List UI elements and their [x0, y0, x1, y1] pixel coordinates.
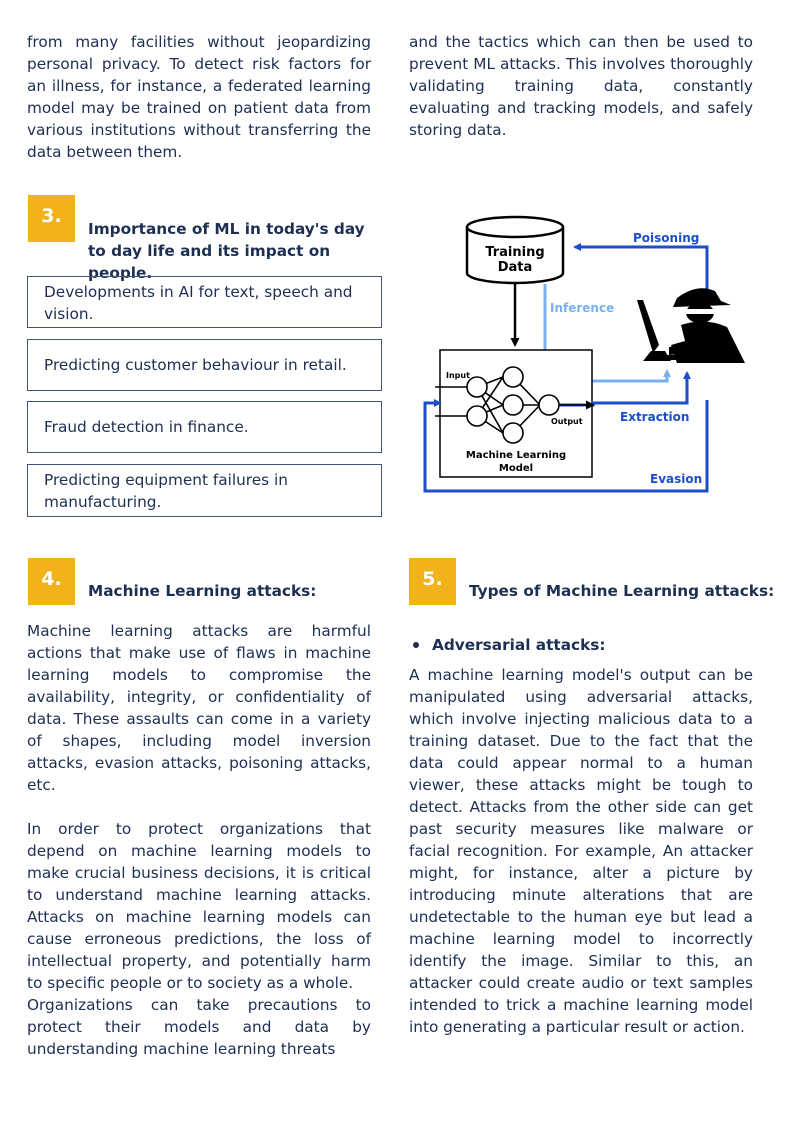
- section-4-heading: Machine Learning attacks:: [88, 582, 317, 600]
- top-left-paragraph: from many facilities without jeopardizing personal privacy. To detect risk factors for an illness, for instance, a federated learning model may be trained on patient data from various institutions without transferring the data between them.: [27, 33, 371, 161]
- ml-use-item-label: Predicting customer behaviour in retail.: [44, 356, 347, 374]
- bullet-dot-icon: [413, 642, 419, 648]
- section-3-heading: Importance of ML in today's day to day life and its impact on people.: [88, 220, 365, 282]
- section-4-body: [27, 620, 371, 1060]
- section-4-paragraph: Organizations can take precautions to protect their models and data by understanding machine learning threats: [27, 996, 371, 1058]
- section-4-paragraph: Machine learning attacks are harmful actions that make use of flaws in machine learning models to compromise the availability, integrity, or confidentiality of data. These assaults can come in a variety of shapes, including model inversion attacks, evasion attacks, poisoning attacks, etc.: [27, 622, 371, 794]
- ml-use-item: [27, 464, 382, 517]
- attacker-hacker-icon: [637, 288, 745, 363]
- section-3-badge: 3.: [28, 195, 75, 242]
- ml-attack-diagram: [415, 205, 755, 500]
- ml-use-item: [27, 401, 382, 453]
- evasion-label: Evasion: [650, 472, 703, 486]
- inference-label: Inference: [550, 301, 615, 315]
- section-4-badge: 4.: [28, 558, 75, 605]
- training-data-label: Data: [497, 260, 533, 275]
- bullet-label: Adversarial attacks:: [432, 636, 606, 654]
- section-5-paragraph: A machine learning model's output can be manipulated using adversarial attacks, which involve injecting malicious data to a training dataset. Due to the fact that the data could appear normal to a human viewer, these attacks might be tough to detect. Attacks from the other side can get past security measures like malware or facial recognition. For example, An attacker might, for instance, alter a picture by introducing minute alterations that are undetectable to the human eye but lead a machine learning model to incorrectly identify the image. Similar to this, an attacker could create audio or text samples intended to trick a machine learning model into generating a particular result or action.: [409, 666, 753, 1036]
- section-4-paragraph: In order to protect organizations that depend on machine learning models to make crucial business decisions, it is critical to understand machine learning attacks. Attacks on machine learning models can cause erroneous predictions, the loss of intellectual property, and potentially harm to specific people or to society as a whole.: [27, 820, 371, 992]
- output-label: Output: [551, 417, 583, 426]
- ml-use-item-label: Predicting equipment failures in manufacturing.: [44, 471, 288, 511]
- ml-use-item: [27, 339, 382, 391]
- training-data-label: Training: [485, 245, 545, 260]
- input-label: Input: [446, 371, 470, 380]
- section-5-badge: 5.: [409, 558, 456, 605]
- model-label: Model: [498, 463, 534, 474]
- adversarial-attacks-bullet: [413, 636, 606, 654]
- ml-use-item-label: Fraud detection in finance.: [44, 418, 249, 436]
- model-label: Machine Learning: [465, 450, 567, 461]
- ml-use-item: [27, 276, 382, 328]
- extraction-label: Extraction: [620, 410, 690, 424]
- poisoning-label: Poisoning: [633, 231, 700, 245]
- ml-use-item-label: Developments in AI for text, speech and vision.: [44, 283, 353, 323]
- section-5-heading: Types of Machine Learning attacks:: [469, 582, 775, 600]
- top-right-paragraph: and the tactics which can then be used to prevent ML attacks. This involves thoroughly validating training data, constantly evaluating and tracking models, and safely storing data.: [409, 33, 753, 139]
